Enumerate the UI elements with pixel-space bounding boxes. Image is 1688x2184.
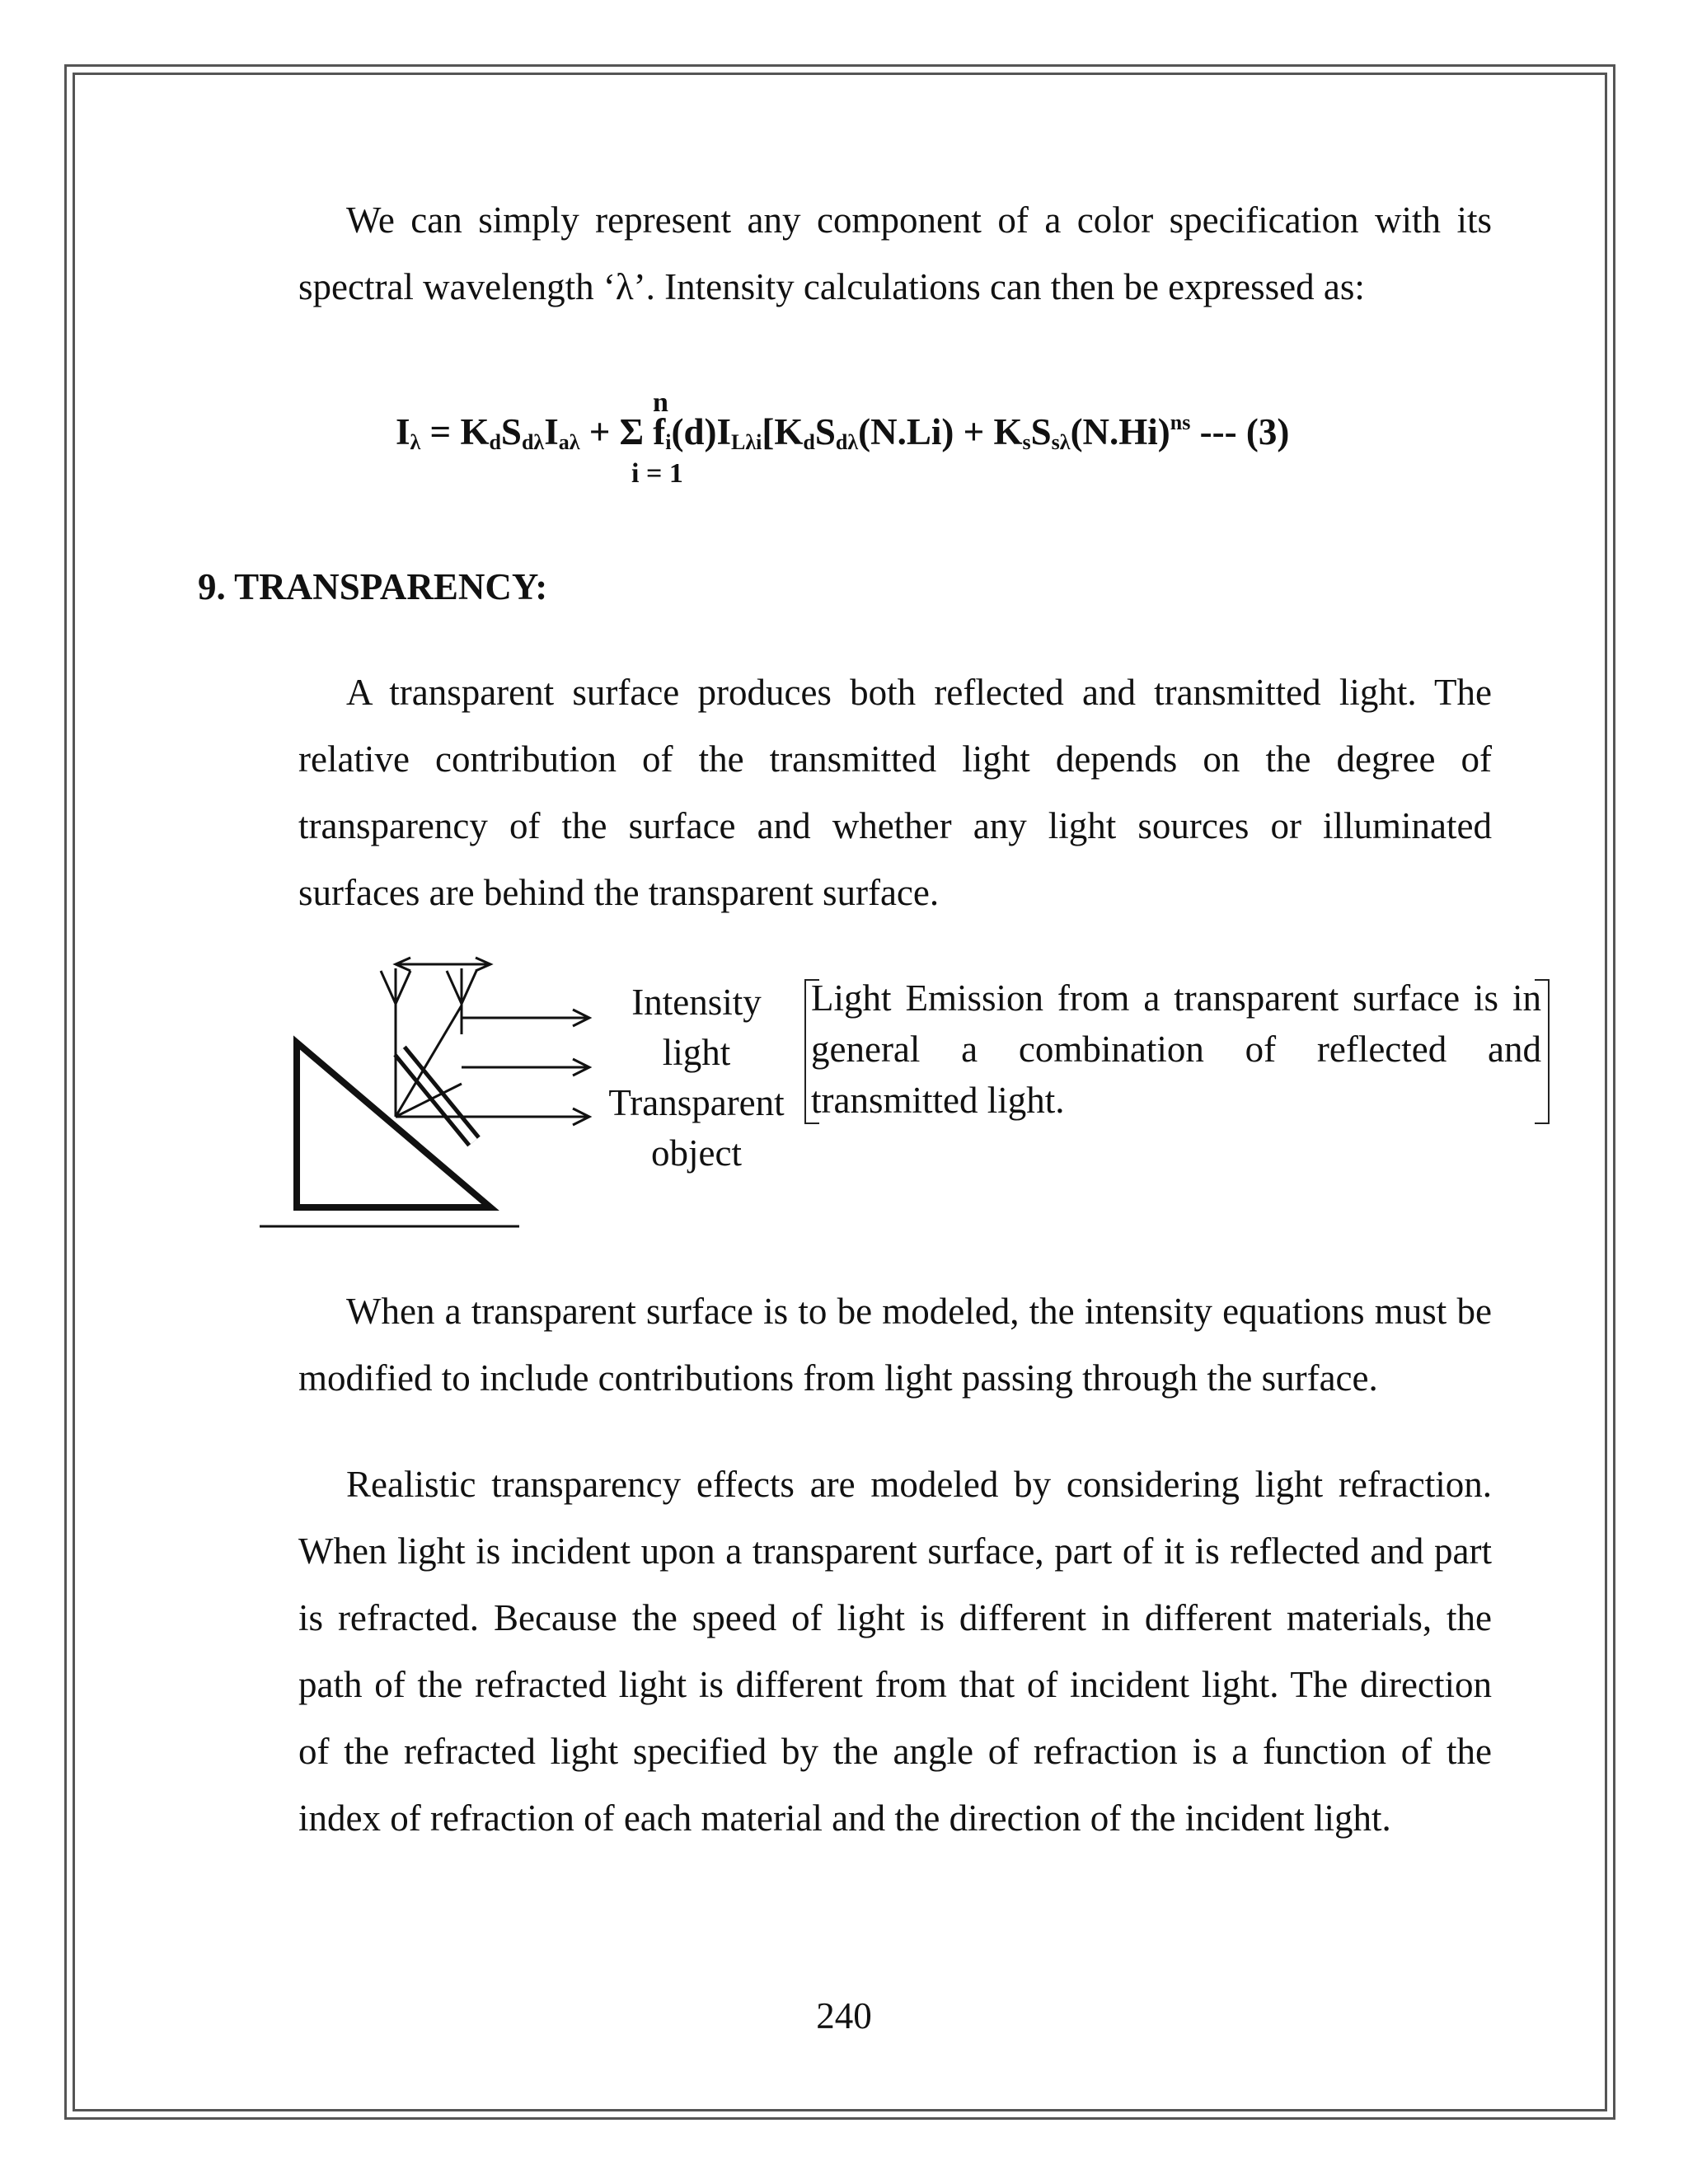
intro-text: We can simply represent any component of a color specification with its spectral wavelength ‘λ’. Intensity calculations can then be expressed as: — [298, 199, 1492, 307]
equation-body: $I_\lambda = K_dS_{d\lambda}I_{a\lambda} + \Sigma$ $f_i(d)I_{L\lambda i}[K_dS_{d\lambda}(N.Li) + K_sS_{s\lambda}(N.Hi)^{ns}$ --- (3) — [396, 410, 1290, 454]
label-intensity: Intensity — [631, 982, 762, 1023]
transparency-paragraph: A transparent surface produces both reflected and transmitted light. The relative contribution of the transmitted light depends on the degree of transparency of the surface and whether any light sources or illuminated surfaces are behind the transparent surface. — [298, 672, 1492, 913]
summation-lower-limit: i = 1 — [631, 458, 683, 489]
note-text: Light Emission from a transparent surface is in general a combination of reflected and transmitted light. — [811, 977, 1541, 1121]
intro-paragraph — [298, 187, 1492, 321]
diagram-labels — [593, 977, 799, 1179]
label-object: object — [651, 1132, 742, 1174]
summation-upper-limit: n — [653, 387, 668, 418]
label-light: light — [662, 1032, 731, 1073]
refraction-paragraph: Realistic transparency effects are modeled by considering light refraction. When light is incident upon a transparent surface, part of it is reflected and part is refracted. Because the speed of light is different in different materials, the path of the refracted light is different from that of incident light. The direction of the refracted light specified by the angle of refraction is a function of the index of refraction of each material and the direction of the incident light. — [298, 1464, 1492, 1839]
intensity-equation — [396, 387, 1385, 494]
section-heading: 9. TRANSPARENCY: — [198, 566, 548, 607]
modeling-paragraph: When a transparent surface is to be modeled, the intensity equations must be modified to include contributions from light passing through the surface. — [298, 1291, 1492, 1399]
page-number: 240 — [816, 1995, 872, 2036]
diagram-note — [804, 972, 1550, 1127]
equation-number: --- (3) — [1199, 411, 1290, 452]
label-transparent: Transparent — [608, 1082, 785, 1123]
